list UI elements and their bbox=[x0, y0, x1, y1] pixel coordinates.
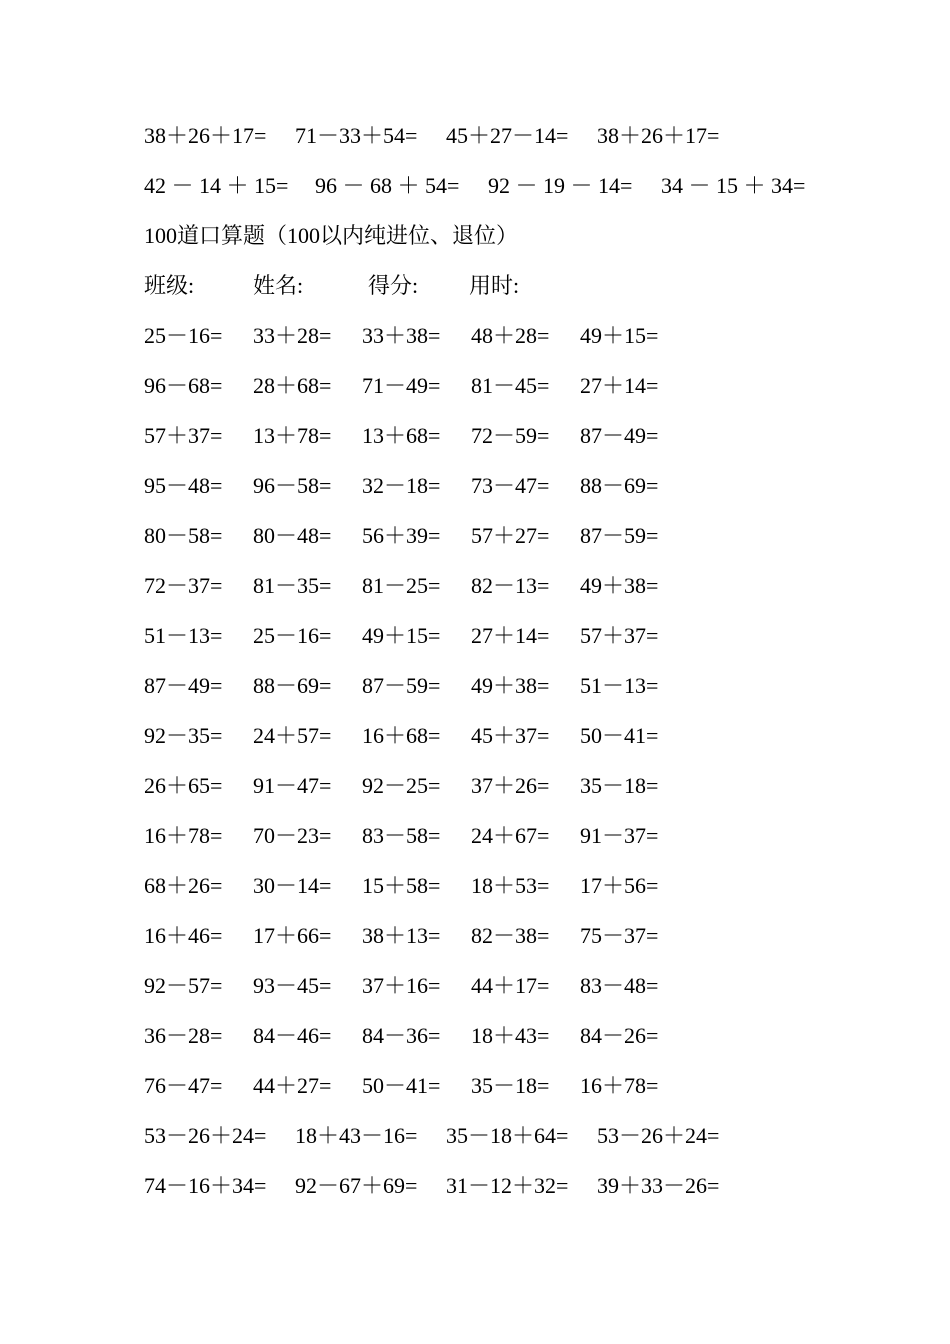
problem: 81－25= bbox=[362, 573, 441, 598]
problem: 72－59= bbox=[471, 423, 550, 448]
problem: 16＋78= bbox=[580, 1073, 659, 1098]
problem: 49＋38= bbox=[471, 673, 550, 698]
problem: 75－37= bbox=[580, 923, 659, 948]
worksheet-title: 100道口算题（100以内纯进位、退位） bbox=[144, 223, 519, 248]
problem: 15＋58= bbox=[362, 873, 441, 898]
problem: 82－13= bbox=[471, 573, 550, 598]
problem: 68＋26= bbox=[144, 873, 223, 898]
problem: 49＋38= bbox=[580, 573, 659, 598]
problem: 25－16= bbox=[253, 623, 332, 648]
problem: 39＋33－26= bbox=[597, 1173, 720, 1198]
problem: 56＋39= bbox=[362, 523, 441, 548]
problem: 93－45= bbox=[253, 973, 332, 998]
problem: 49＋15= bbox=[580, 323, 659, 348]
problem: 95－48= bbox=[144, 473, 223, 498]
problem: 84－46= bbox=[253, 1023, 332, 1048]
problem: 37＋26= bbox=[471, 773, 550, 798]
problem: 71－33＋54= bbox=[295, 123, 418, 148]
problem: 96 － 68 ＋ 54= bbox=[315, 173, 460, 198]
problem: 45＋37= bbox=[471, 723, 550, 748]
problem: 45＋27－14= bbox=[446, 123, 569, 148]
problem: 16＋78= bbox=[144, 823, 223, 848]
problem: 50－41= bbox=[580, 723, 659, 748]
problem: 70－23= bbox=[253, 823, 332, 848]
mixed-row-bottom-2 bbox=[144, 1173, 720, 1329]
problem: 24＋57= bbox=[253, 723, 332, 748]
problem: 74－16＋34= bbox=[144, 1173, 267, 1198]
problem: 87－49= bbox=[580, 423, 659, 448]
problem: 13＋68= bbox=[362, 423, 441, 448]
problem: 96－58= bbox=[253, 473, 332, 498]
problem: 33＋38= bbox=[362, 323, 441, 348]
problem: 92－35= bbox=[144, 723, 223, 748]
problem: 49＋15= bbox=[362, 623, 441, 648]
problem: 13＋78= bbox=[253, 423, 332, 448]
problem: 92－57= bbox=[144, 973, 223, 998]
problem: 76－47= bbox=[144, 1073, 223, 1098]
problem: 37＋16= bbox=[362, 973, 441, 998]
problem: 31－12＋32= bbox=[446, 1173, 569, 1198]
problem: 84－26= bbox=[580, 1023, 659, 1048]
score-label: 得分: bbox=[368, 273, 419, 298]
problem: 35－18＋64= bbox=[446, 1123, 569, 1148]
problem: 80－48= bbox=[253, 523, 332, 548]
problem: 35－18= bbox=[471, 1073, 550, 1098]
problem: 57＋27= bbox=[471, 523, 550, 548]
problem: 88－69= bbox=[253, 673, 332, 698]
problem: 81－45= bbox=[471, 373, 550, 398]
problem: 82－38= bbox=[471, 923, 550, 948]
problem: 96－68= bbox=[144, 373, 223, 398]
problem: 50－41= bbox=[362, 1073, 441, 1098]
problem: 92 － 19 － 14= bbox=[488, 173, 633, 198]
problem: 16＋68= bbox=[362, 723, 441, 748]
problem: 42 － 14 ＋ 15= bbox=[144, 173, 289, 198]
problem: 24＋67= bbox=[471, 823, 550, 848]
problem: 17＋66= bbox=[253, 923, 332, 948]
problem: 73－47= bbox=[471, 473, 550, 498]
problem: 38＋13= bbox=[362, 923, 441, 948]
problem: 16＋46= bbox=[144, 923, 223, 948]
class-label: 班级: bbox=[144, 273, 195, 298]
problem: 51－13= bbox=[580, 673, 659, 698]
problem: 81－35= bbox=[253, 573, 332, 598]
problem: 44＋17= bbox=[471, 973, 550, 998]
problem: 44＋27= bbox=[253, 1073, 332, 1098]
problem: 33＋28= bbox=[253, 323, 332, 348]
problem: 91－37= bbox=[580, 823, 659, 848]
problem: 91－47= bbox=[253, 773, 332, 798]
problem: 92－67＋69= bbox=[295, 1173, 418, 1198]
problem: 53－26＋24= bbox=[597, 1123, 720, 1148]
problem: 26＋65= bbox=[144, 773, 223, 798]
problem: 51－13= bbox=[144, 623, 223, 648]
problem: 27＋14= bbox=[471, 623, 550, 648]
problem: 83－58= bbox=[362, 823, 441, 848]
problem: 48＋28= bbox=[471, 323, 550, 348]
problem: 57＋37= bbox=[580, 623, 659, 648]
problem: 28＋68= bbox=[253, 373, 332, 398]
problem: 18＋53= bbox=[471, 873, 550, 898]
problem: 18＋43－16= bbox=[295, 1123, 418, 1148]
problem: 80－58= bbox=[144, 523, 223, 548]
problem: 38＋26＋17= bbox=[597, 123, 720, 148]
problem: 30－14= bbox=[253, 873, 332, 898]
problem: 87－49= bbox=[144, 673, 223, 698]
problem: 32－18= bbox=[362, 473, 441, 498]
problem: 35－18= bbox=[580, 773, 659, 798]
problem: 57＋37= bbox=[144, 423, 223, 448]
problem: 71－49= bbox=[362, 373, 441, 398]
problem: 53－26＋24= bbox=[144, 1123, 267, 1148]
problem: 83－48= bbox=[580, 973, 659, 998]
problem: 92－25= bbox=[362, 773, 441, 798]
problem: 88－69= bbox=[580, 473, 659, 498]
problem: 38＋26＋17= bbox=[144, 123, 267, 148]
name-label: 姓名: bbox=[253, 273, 304, 298]
problem: 25－16= bbox=[144, 323, 223, 348]
problem: 34 － 15 ＋ 34= bbox=[661, 173, 806, 198]
problem: 18＋43= bbox=[471, 1023, 550, 1048]
problem: 87－59= bbox=[362, 673, 441, 698]
problem: 36－28= bbox=[144, 1023, 223, 1048]
time-label: 用时: bbox=[469, 273, 520, 298]
problem: 72－37= bbox=[144, 573, 223, 598]
problem: 87－59= bbox=[580, 523, 659, 548]
problem: 17＋56= bbox=[580, 873, 659, 898]
problem: 27＋14= bbox=[580, 373, 659, 398]
problem: 84－36= bbox=[362, 1023, 441, 1048]
